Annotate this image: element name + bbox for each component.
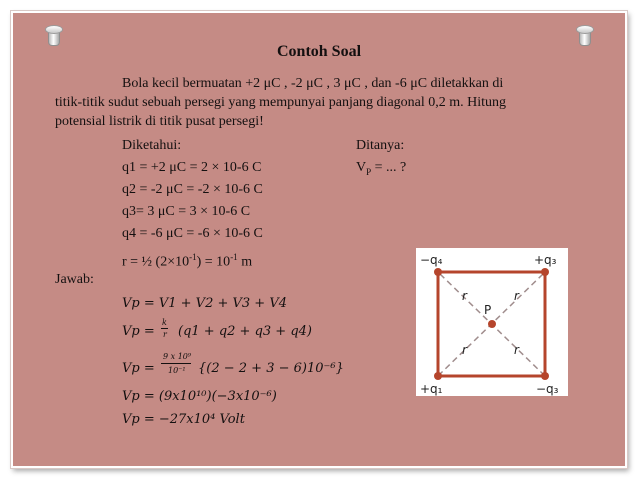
asked-label: Ditanya: — [356, 138, 405, 153]
equation-1: Vp = V1 + V2 + V3 + V4 — [122, 296, 287, 311]
equation-2-fraction-bar — [161, 328, 168, 329]
equation-3-denominator: 10⁻¹ — [168, 366, 186, 375]
problem-line-1: Bola kecil bermuatan +2 μC , -2 μC , 3 μC , dan -6 μC diletakkan di — [122, 76, 504, 91]
known-q2: q2 = -2 μC = -2 × 10-6 C — [122, 182, 263, 197]
equation-3-numerator: 9 x 10⁹ — [163, 352, 192, 361]
known-q3: q3= 3 μC = 3 × 10-6 C — [122, 204, 251, 219]
equation-2-left: Vp = — [122, 324, 155, 339]
vp-rest: = ... ? — [371, 160, 407, 175]
label-q3-bottom: −q₃ — [536, 382, 559, 396]
known-label: Diketahui: — [122, 138, 182, 153]
label-q4: −q₄ — [420, 253, 443, 267]
diagram-svg — [416, 248, 568, 396]
vp-subscript: P — [366, 166, 372, 177]
charge-q3-bottom-dot — [541, 372, 549, 380]
label-q1: +q₁ — [420, 382, 443, 396]
slide-title: Contoh Soal — [276, 43, 362, 60]
known-r — [122, 249, 252, 271]
r-exp-2: -1 — [230, 252, 238, 262]
point-p-dot — [488, 320, 496, 328]
charge-q1-dot — [434, 372, 442, 380]
answer-label: Jawab: — [55, 272, 94, 287]
known-q4: q4 = -6 μC = -6 × 10-6 C — [122, 226, 263, 241]
r-exp-1: -1 — [189, 252, 197, 262]
problem-line-3: potensial listrik di titik pusat persegi! — [55, 114, 264, 129]
known-q1: q1 = +2 μC = 2 × 10-6 C — [122, 160, 262, 175]
r-mid: ) = 10 — [196, 254, 231, 270]
label-r-bottom-left: r — [462, 343, 467, 357]
equation-3-right: {(2 − 2 + 3 − 6)10⁻⁶} — [198, 361, 344, 376]
equation-5: Vp = −27x10⁴ Volt — [122, 412, 245, 427]
equation-2-denominator: r — [163, 330, 167, 339]
label-q3-top: +q₃ — [534, 253, 557, 267]
equation-2-right: (q1 + q2 + q3 + q4) — [178, 324, 312, 339]
charge-q4-dot — [434, 268, 442, 276]
equation-3-fraction-bar — [161, 363, 191, 364]
charge-square-diagram — [416, 248, 568, 396]
equation-3-left: Vp = — [122, 361, 155, 376]
label-r-bottom-right: r — [514, 343, 519, 357]
equation-2-numerator: k — [162, 318, 167, 327]
equation-4: Vp = (9x10¹⁰)(−3x10⁻⁶) — [122, 389, 277, 404]
r-prefix: r = ½ (2×10 — [122, 254, 190, 270]
charge-q3-top-dot — [541, 268, 549, 276]
r-unit: m — [237, 254, 253, 270]
label-r-top-left: r — [462, 289, 467, 303]
label-r-top-right: r — [514, 289, 519, 303]
asked-vp — [356, 160, 406, 180]
vp-symbol: V — [356, 160, 367, 175]
problem-line-2: titik-titik sudut sebuah persegi yang mempunyai panjang diagonal 0,2 m. Hitung — [55, 95, 507, 110]
label-p: P — [484, 303, 492, 317]
